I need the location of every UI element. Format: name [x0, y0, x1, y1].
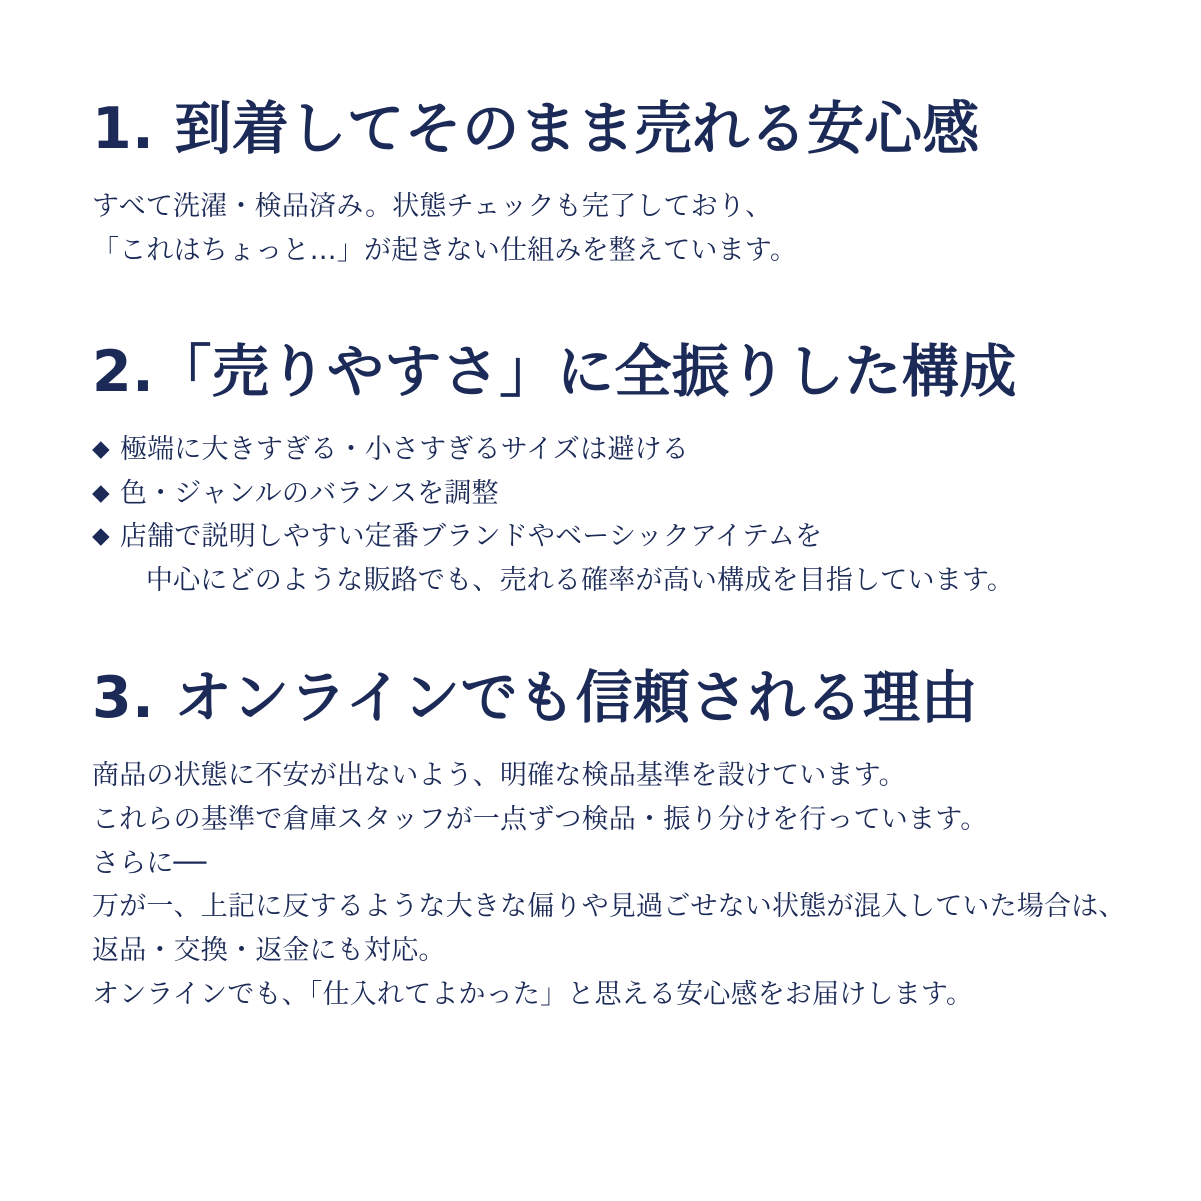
section-1-line-2: 「これはちょっと…」が起きない仕組みを整えています。: [92, 234, 798, 266]
diamond-icon: ◆: [92, 435, 110, 462]
section-3-line-1: 商品の状態に不安が出ないよう、明確な検品基準を設けています。: [92, 760, 906, 792]
diamond-icon: ◆: [92, 479, 110, 506]
list-item-label-main: 店舗で説明しやすい定番ブランドやベーシックアイテムを: [119, 521, 823, 553]
section-3-line-4: 万が一、上記に反するような大きな偏りや見過ごせない状態が混入していた場合は、: [92, 891, 1126, 923]
section-3-body: [92, 754, 1126, 1016]
section-3-line-5: 返品・交換・返金にも対応。: [92, 935, 446, 967]
list-item-label: 極端に大きすぎる・小さすぎるサイズは避ける: [119, 433, 689, 465]
section-2-heading: 2.「売りやすさ」に全振りした構成: [92, 338, 1017, 405]
section-3-line-6: オンラインでも、「仕入れてよかった」と思える安心感をお届けします。: [92, 978, 974, 1010]
list-item-label: 色・ジャンルのバランスを調整: [119, 477, 499, 509]
section-3-heading: 3. オンラインでも信頼される理由: [92, 664, 978, 731]
section-3-line-3: さらに──: [92, 847, 207, 879]
section-arrival-assurance: [92, 96, 1111, 273]
section-sellability-composition: [92, 339, 1111, 603]
diamond-icon: ◆: [92, 523, 110, 550]
list-item: [92, 428, 1111, 472]
list-item: [92, 472, 1111, 516]
section-1-line-1: すべて洗濯・検品済み。状態チェックも完了しており、: [92, 191, 773, 223]
section-1-body: [92, 185, 1111, 272]
section-2-bullet-list: [92, 428, 1111, 603]
list-item-label: [120, 515, 1111, 602]
section-online-trust: [92, 664, 1126, 1017]
section-1-heading: 1. 到着してそのまま売れる安心感: [92, 96, 980, 162]
list-item: [92, 515, 1111, 602]
section-3-line-2: これらの基準で倉庫スタッフが一点ずつ検品・振り分けを行っています。: [92, 803, 988, 835]
list-item-label-continuation: 中心にどのような販路でも、売れる確率が高い構成を目指しています。: [145, 565, 1015, 597]
